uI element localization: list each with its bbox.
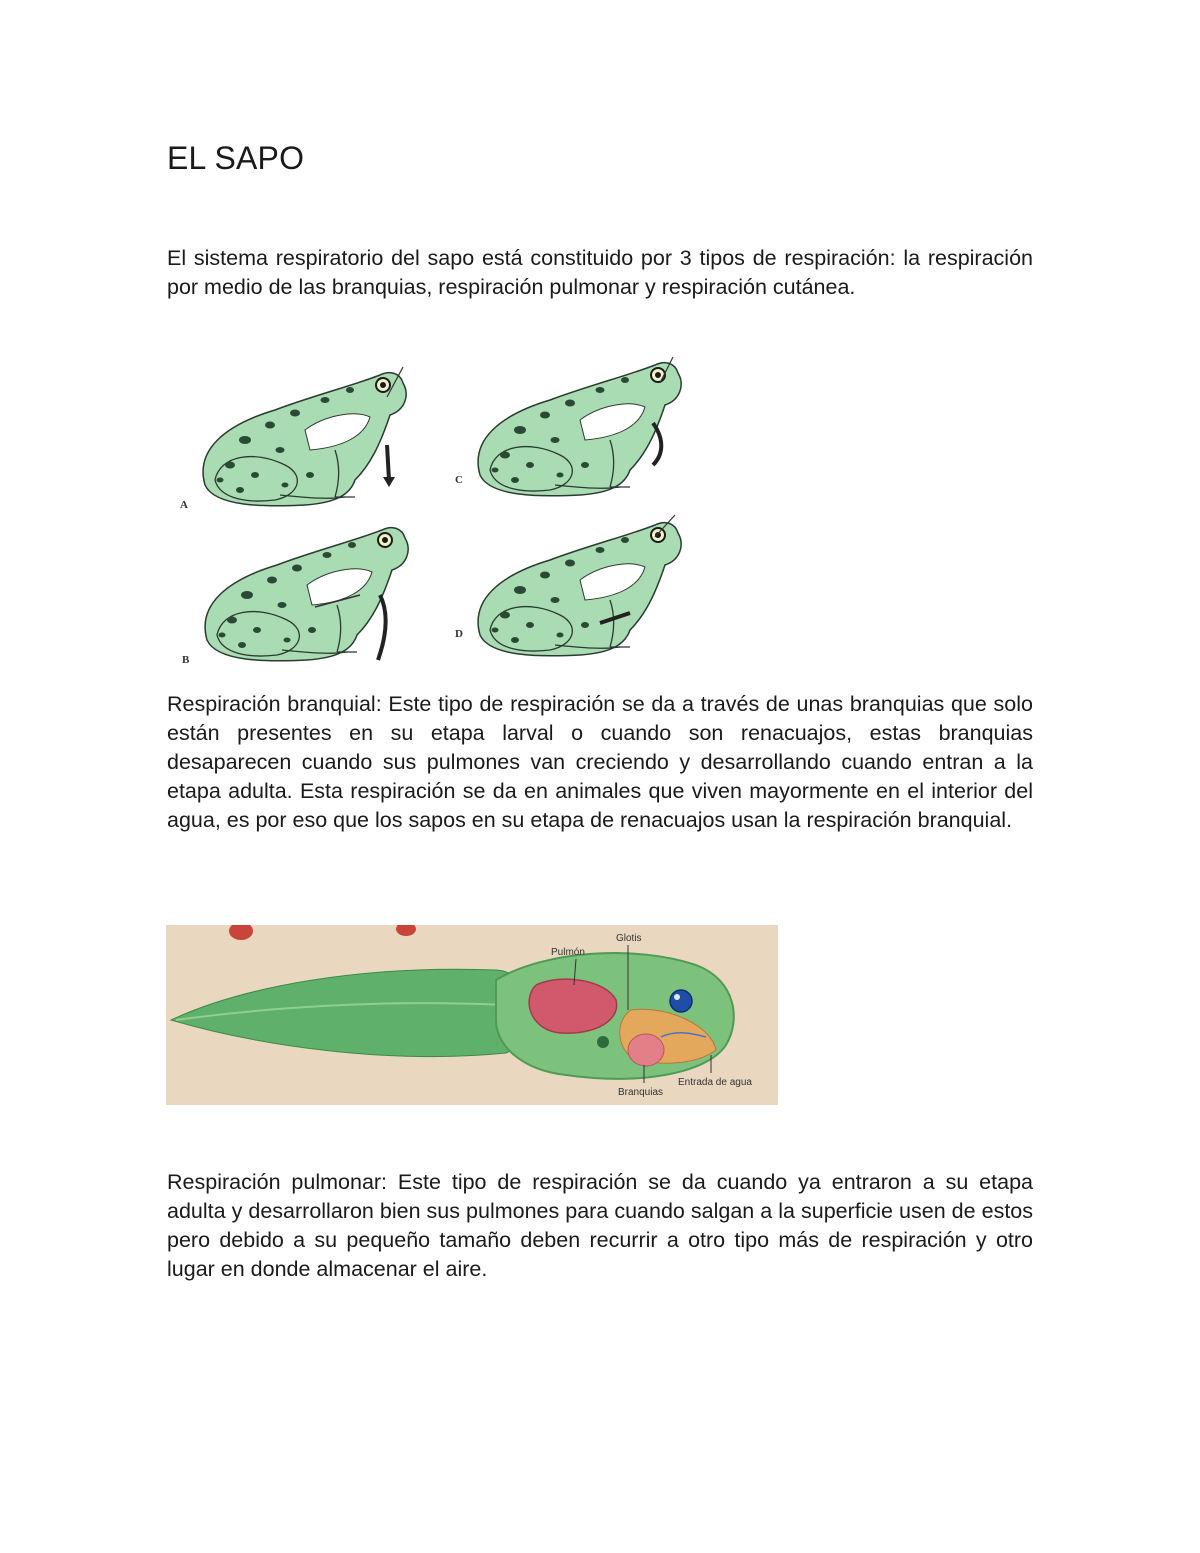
- page-title: EL SAPO: [167, 140, 305, 176]
- panel-label-b: B: [182, 654, 190, 666]
- frog-respiration-figure: [175, 345, 700, 670]
- pulmonar-paragraph: Respiración pulmonar: Este tipo de respiración se da cuando ya entraron a su etapa adulta y desarrollaron bien sus pulmones para cuando salgan a la superficie usen de estos pero debido a su pequeño tamaño deben recurrir a otro tipo más de respiración y otro lugar en donde almacenar el aire.: [167, 1170, 1033, 1281]
- panel-label-a: A: [180, 499, 188, 511]
- frog-panel-d: [455, 515, 681, 656]
- gills-shape: [628, 1034, 664, 1066]
- frog-panel-b: [182, 528, 408, 666]
- label-water-inlet: Entrada de agua: [678, 1077, 752, 1088]
- panel-label-d: D: [455, 628, 463, 640]
- panel-label-c: C: [455, 474, 463, 486]
- label-gills: Branquias: [618, 1087, 664, 1098]
- lung-shape: [529, 979, 617, 1033]
- frog-panel-c: [455, 357, 681, 496]
- frog-panel-a: [180, 367, 406, 511]
- tadpole-anatomy-figure: [166, 925, 778, 1105]
- label-lung: Pulmón: [551, 947, 585, 958]
- label-glottis: Glotis: [616, 933, 642, 944]
- intro-paragraph: El sistema respiratorio del sapo está constituido por 3 tipos de respiración: la respiración por medio de las branquias, respiración pulmonar y respiración cutánea.: [167, 246, 1033, 299]
- branquial-paragraph: Respiración branquial: Este tipo de respiración se da a través de unas branquias que solo están presentes en su etapa larval o cuando son renacuajos, estas branquias desaparecen cuando sus pulmones van creciendo y desarrollando cuando entran a la etapa adulta. Esta respiración se da en animales que viven mayormente en el interior del agua, es por eso que los sapos en su etapa de renacuajos usan la respiración branquial.: [167, 692, 1033, 832]
